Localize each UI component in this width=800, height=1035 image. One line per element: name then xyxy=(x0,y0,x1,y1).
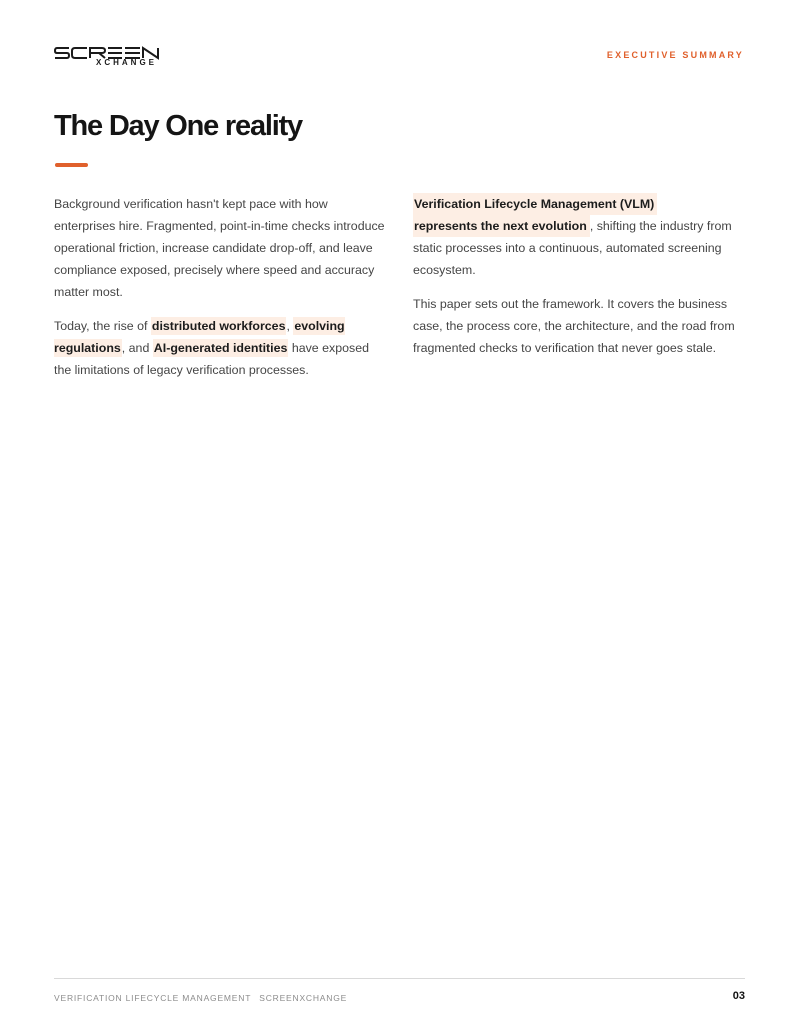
highlight-distributed-workforces: distributed workforces xyxy=(151,319,286,333)
right-column xyxy=(413,193,748,359)
footer-doc-title: VERIFICATION LIFECYCLE MANAGEMENT xyxy=(54,993,252,1003)
text-run: , xyxy=(286,319,294,333)
right-paragraph-2: This paper sets out the framework. It covers the business case, the process core, the architecture, and the road from fragmented checks to verification that never goes stale. xyxy=(413,297,735,355)
left-paragraph-1: Background verification hasn't kept pace with how enterprises hire. Fragmented, point-in-time checks introduce operational friction, increase candidate drop-off, and leave compliance exposed, precisely where speed and accuracy matter most. xyxy=(54,197,385,299)
footer-brand: SCREENXCHANGE xyxy=(259,993,348,1003)
right-paragraph-1 xyxy=(413,193,748,281)
text-run: Today, the rise of xyxy=(54,319,151,333)
footer-divider xyxy=(54,978,745,979)
highlight-vlm: Verification Lifecycle Management (VLM) xyxy=(413,193,657,215)
text-run: , and xyxy=(121,341,153,355)
highlight-evolving-regulations: evolving regulations xyxy=(54,319,345,355)
page-number: 03 xyxy=(732,990,745,1002)
title-accent-rule xyxy=(55,163,88,167)
text-run: , shifting the industry from static processes into a continuous, automated screening ecosystem. xyxy=(413,219,732,277)
text-run: have exposed the limitations of legacy verification processes. xyxy=(54,341,369,377)
left-paragraph-2 xyxy=(54,315,389,381)
highlight-ai-generated-identities: AI-generated identities xyxy=(153,341,288,355)
left-column xyxy=(54,193,389,381)
highlight-next-evolution: represents the next evolution xyxy=(413,215,590,237)
footer-running-title xyxy=(54,993,347,1003)
section-label: EXECUTIVE SUMMARY xyxy=(606,50,744,60)
logo-subtitle: XCHANGE xyxy=(96,58,158,67)
page-title: The Day One reality xyxy=(54,110,302,142)
screenxchange-logo xyxy=(54,44,162,68)
